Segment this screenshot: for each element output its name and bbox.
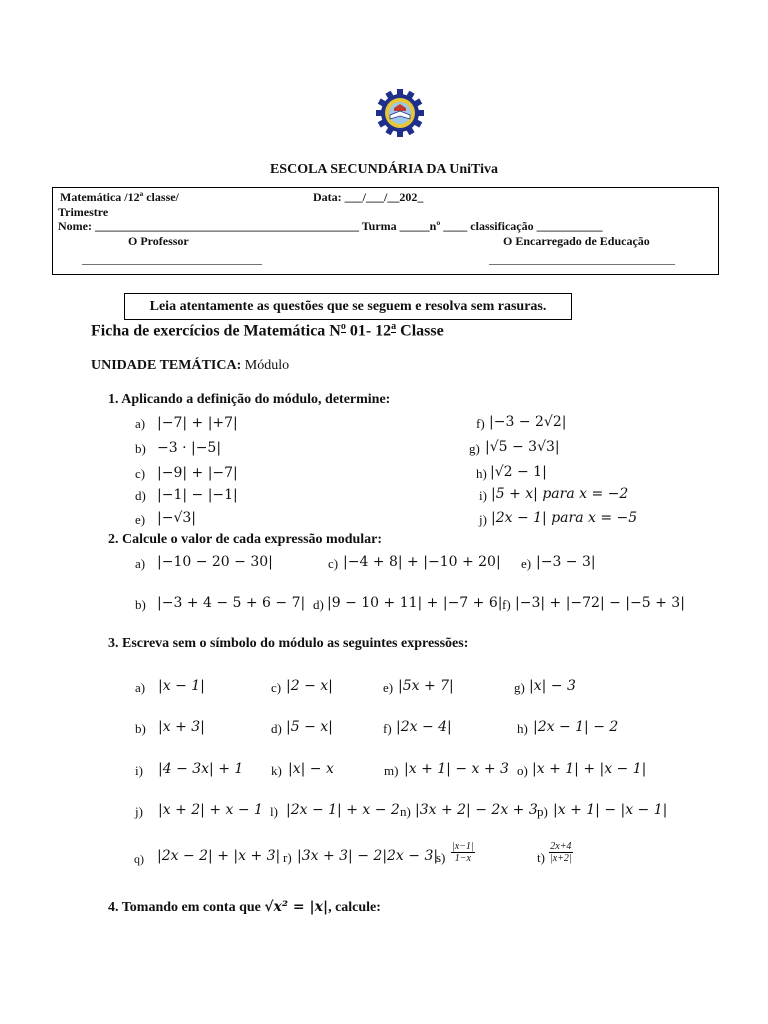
- list-item: r): [283, 850, 292, 865]
- fraction-denominator: 1−x: [454, 853, 471, 864]
- math-expression: |3x + 2| − 2x + 3: [415, 802, 538, 818]
- term-field: Trimestre: [58, 205, 109, 219]
- list-item: f): [383, 721, 392, 736]
- name-field: Nome: ____________________________________________ Turma _____nº ____ classificação ___________: [58, 219, 603, 233]
- math-expression: |2 − x|: [286, 678, 333, 694]
- math-expression: |4 − 3x| + 1: [158, 761, 244, 777]
- title-sup-number: o: [340, 321, 346, 332]
- math-expression: |x| − x: [288, 761, 334, 777]
- list-item: n): [400, 804, 411, 819]
- math-expression: |−7| + |+7|: [157, 415, 238, 431]
- math-expression: |2x − 1| para x = −5: [491, 510, 638, 526]
- page-title: [91, 321, 444, 340]
- list-item: a): [135, 556, 146, 571]
- math-expression: |−3| + |−72| − |−5 + 3|: [515, 595, 685, 611]
- math-expression: |−4 + 8| + |−10 + 20|: [343, 554, 501, 570]
- list-item: d): [313, 597, 324, 612]
- math-expression: |2x − 1| + x − 2: [286, 802, 400, 818]
- guardian-signature-line: _______________________________: [489, 252, 675, 266]
- list-item: o): [517, 763, 528, 778]
- question-3-heading: 3. Escreva sem o símbolo do módulo as seguintes expressões:: [108, 636, 469, 651]
- list-item: m): [384, 763, 399, 778]
- question-4-heading: [108, 899, 381, 916]
- list-item: c): [135, 466, 146, 481]
- list-item: k): [271, 763, 282, 778]
- list-item: c): [271, 680, 282, 695]
- instructions-notice: Leia atentamente as questões que se seguem e resolva sem rasuras.: [124, 293, 572, 320]
- math-expression: |9 − 10 + 11| + |−7 + 6|: [327, 595, 503, 611]
- title-sup-class: a: [391, 321, 397, 332]
- fraction-expression: [549, 841, 573, 864]
- question-2-heading: 2. Calcule o valor de cada expressão modular:: [108, 532, 383, 547]
- list-item: f): [476, 416, 485, 431]
- list-item: d): [135, 488, 146, 503]
- list-item: h): [476, 466, 487, 481]
- list-item: c): [328, 556, 339, 571]
- list-item: a): [135, 416, 146, 431]
- question-4-text: 4. Tomando em conta que: [108, 900, 265, 915]
- math-expression: |2x − 2| + |x + 3|: [157, 848, 281, 864]
- list-item: e): [135, 512, 146, 527]
- fraction-denominator: |x+2|: [550, 853, 572, 864]
- fraction-numerator: 2x+4: [550, 841, 572, 852]
- math-expression: |√5 − 3√3|: [485, 439, 560, 455]
- guardian-label: O Encarregado de Educação: [503, 234, 650, 248]
- math-expression: |2x − 4|: [396, 719, 452, 735]
- list-item: d): [271, 721, 282, 736]
- math-expression: |−1| − |−1|: [157, 487, 238, 503]
- list-item: l): [270, 804, 278, 819]
- unit-line: [91, 358, 289, 374]
- list-item: h): [517, 721, 528, 736]
- math-expression: |√2 − 1|: [490, 464, 547, 480]
- math-expression: |−3 − 3|: [536, 554, 596, 570]
- list-item: b): [135, 721, 146, 736]
- list-item: i): [135, 763, 143, 778]
- list-item: j): [479, 512, 487, 527]
- list-item: i): [479, 488, 487, 503]
- list-item: b): [135, 597, 146, 612]
- question-4-tail: , calcule:: [328, 900, 381, 915]
- math-expression: |5x + 7|: [398, 678, 454, 694]
- list-item: e): [521, 556, 532, 571]
- unit-value: Módulo: [241, 358, 290, 373]
- list-item: t): [537, 850, 545, 865]
- teacher-signature-line: ______________________________: [82, 252, 262, 266]
- title-mid: 01- 12: [345, 322, 392, 340]
- unit-label: UNIDADE TEMÁTICA:: [91, 358, 242, 373]
- math-expression: |−10 − 20 − 30|: [157, 554, 273, 570]
- list-item: f): [502, 597, 511, 612]
- list-item: q): [134, 852, 144, 866]
- math-expression: |x + 1| − x + 3: [404, 761, 509, 777]
- math-expression: |2x − 1| − 2: [533, 719, 619, 735]
- list-item: a): [135, 680, 146, 695]
- list-item: p): [537, 804, 548, 819]
- math-expression: |−9| + |−7|: [157, 465, 238, 481]
- math-expression: |x − 1|: [158, 678, 205, 694]
- math-expression: |5 − x|: [286, 719, 333, 735]
- math-expression: |x + 1| − |x − 1|: [553, 802, 668, 818]
- math-expression: |x| − 3: [529, 678, 576, 694]
- title-end: Classe: [396, 322, 444, 340]
- university-seal-icon: [372, 88, 428, 140]
- list-item: g): [469, 441, 480, 456]
- question-1-heading: 1. Aplicando a definição do módulo, determine:: [108, 392, 391, 407]
- fraction-numerator: |x−1|: [452, 841, 474, 852]
- math-expression: |5 + x| para x = −2: [491, 486, 629, 502]
- math-expression: |−3 + 4 − 5 + 6 − 7|: [157, 595, 306, 611]
- list-item: e): [383, 680, 394, 695]
- math-expression: √x² = |x|: [264, 899, 329, 915]
- school-name: ESCOLA SECUNDÁRIA DA UniTiva: [269, 162, 499, 177]
- title-main: Ficha de exercícios de Matemática N: [91, 322, 341, 340]
- subject-field: Matemática /12ª classe/: [60, 190, 179, 204]
- math-expression: |x + 3|: [158, 719, 205, 735]
- math-expression: |x + 1| + |x − 1|: [532, 761, 647, 777]
- math-expression: |−3 − 2√2|: [489, 414, 567, 430]
- list-item: s): [436, 850, 446, 865]
- math-expression: |−√3|: [157, 510, 196, 526]
- math-expression: −3 · |−5|: [157, 440, 222, 456]
- math-expression: |x + 2| + x − 1: [158, 802, 263, 818]
- list-item: b): [135, 441, 146, 456]
- math-expression: |3x + 3| − 2|2x − 3|: [297, 848, 439, 864]
- list-item: g): [514, 680, 525, 695]
- teacher-label: O Professor: [128, 234, 189, 248]
- list-item: j): [135, 804, 143, 819]
- fraction-expression: [451, 841, 475, 864]
- date-field: Data: ___/___/__202_: [313, 190, 424, 204]
